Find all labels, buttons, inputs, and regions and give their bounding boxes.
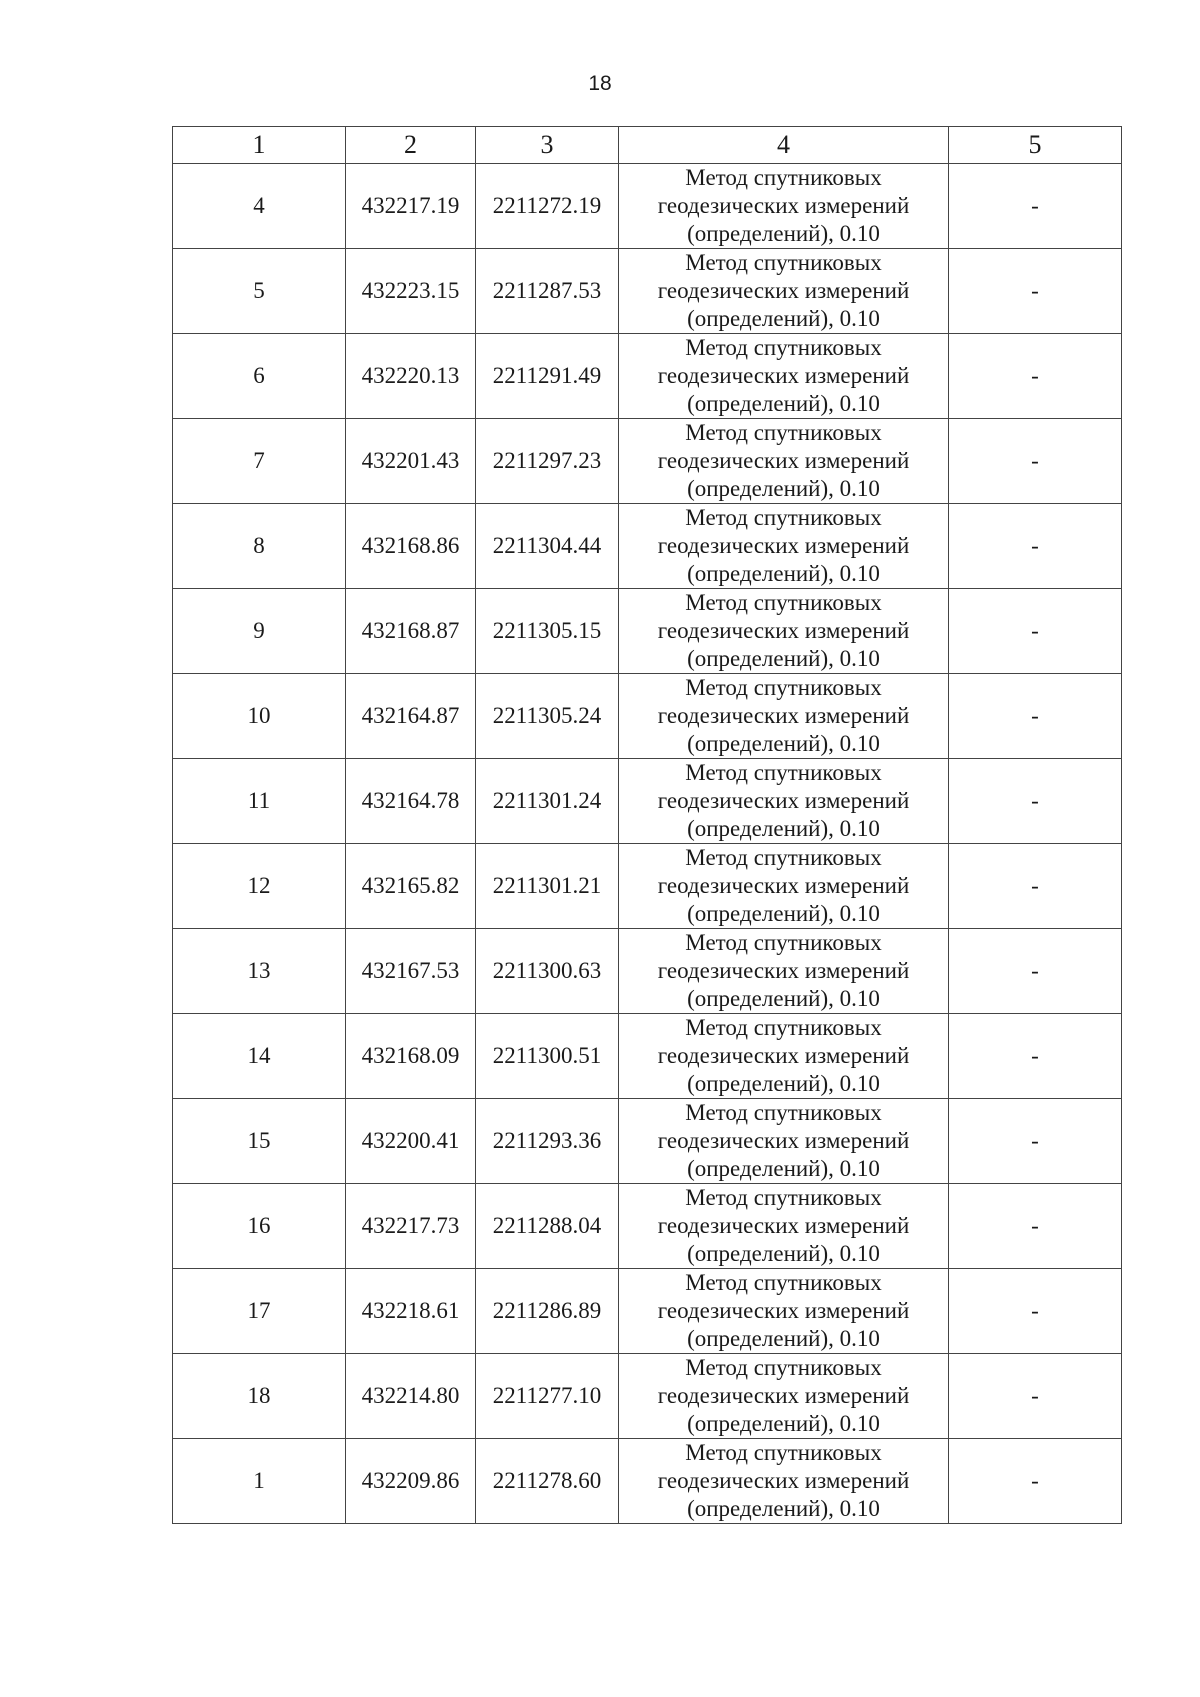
method-line: (определений), 0.10 (687, 476, 880, 501)
method-line: геодезических измерений (657, 533, 910, 558)
table-body (173, 127, 1122, 1524)
point-number-cell: 18 (173, 1354, 346, 1439)
method-line: Метод спутниковых (685, 420, 882, 445)
table-row (173, 419, 1122, 504)
method-cell (619, 504, 949, 589)
table-row (173, 1354, 1122, 1439)
table-row (173, 1014, 1122, 1099)
note-cell: - (949, 589, 1122, 674)
method-line: (определений), 0.10 (687, 901, 880, 926)
method-line: геодезических измерений (657, 1298, 910, 1323)
method-line: Метод спутниковых (685, 165, 882, 190)
method-cell (619, 164, 949, 249)
x-coordinate-cell: 432168.86 (346, 504, 476, 589)
point-number-cell: 1 (173, 1439, 346, 1524)
y-coordinate-cell: 2211305.15 (476, 589, 619, 674)
y-coordinate-cell: 2211286.89 (476, 1269, 619, 1354)
y-coordinate-cell: 2211287.53 (476, 249, 619, 334)
y-coordinate-cell: 2211301.24 (476, 759, 619, 844)
method-line: Метод спутниковых (685, 1100, 882, 1125)
x-coordinate-cell: 432217.19 (346, 164, 476, 249)
x-coordinate-cell: 432165.82 (346, 844, 476, 929)
y-coordinate-cell: 2211288.04 (476, 1184, 619, 1269)
y-coordinate-cell: 2211278.60 (476, 1439, 619, 1524)
method-line: Метод спутниковых (685, 845, 882, 870)
note-cell: - (949, 929, 1122, 1014)
method-cell (619, 249, 949, 334)
method-cell (619, 1184, 949, 1269)
method-line: Метод спутниковых (685, 1355, 882, 1380)
method-line: (определений), 0.10 (687, 731, 880, 756)
note-cell: - (949, 1014, 1122, 1099)
table-row (173, 1269, 1122, 1354)
table-row (173, 1099, 1122, 1184)
method-line: (определений), 0.10 (687, 1496, 880, 1521)
point-number-cell: 10 (173, 674, 346, 759)
note-cell: - (949, 1099, 1122, 1184)
method-cell (619, 929, 949, 1014)
column-header-3: 3 (476, 127, 619, 164)
method-line: Метод спутниковых (685, 1270, 882, 1295)
x-coordinate-cell: 432167.53 (346, 929, 476, 1014)
method-line: (определений), 0.10 (687, 221, 880, 246)
y-coordinate-cell: 2211305.24 (476, 674, 619, 759)
method-line: Метод спутниковых (685, 760, 882, 785)
note-cell: - (949, 674, 1122, 759)
x-coordinate-cell: 432164.78 (346, 759, 476, 844)
method-line: геодезических измерений (657, 703, 910, 728)
point-number-cell: 4 (173, 164, 346, 249)
table-row (173, 844, 1122, 929)
point-number-cell: 16 (173, 1184, 346, 1269)
method-line: (определений), 0.10 (687, 816, 880, 841)
table-header-row (173, 127, 1122, 164)
method-cell (619, 674, 949, 759)
y-coordinate-cell: 2211304.44 (476, 504, 619, 589)
column-header-2: 2 (346, 127, 476, 164)
method-cell (619, 1439, 949, 1524)
method-cell (619, 419, 949, 504)
method-line: (определений), 0.10 (687, 1411, 880, 1436)
y-coordinate-cell: 2211297.23 (476, 419, 619, 504)
x-coordinate-cell: 432168.09 (346, 1014, 476, 1099)
note-cell: - (949, 504, 1122, 589)
note-cell: - (949, 1184, 1122, 1269)
point-number-cell: 11 (173, 759, 346, 844)
note-cell: - (949, 164, 1122, 249)
table-row (173, 759, 1122, 844)
x-coordinate-cell: 432168.87 (346, 589, 476, 674)
method-line: геодезических измерений (657, 1383, 910, 1408)
page-number: 18 (588, 72, 612, 95)
method-line: Метод спутниковых (685, 250, 882, 275)
method-line: (определений), 0.10 (687, 1156, 880, 1181)
note-cell: - (949, 419, 1122, 504)
y-coordinate-cell: 2211293.36 (476, 1099, 619, 1184)
point-number-cell: 5 (173, 249, 346, 334)
note-cell: - (949, 1439, 1122, 1524)
table-row (173, 249, 1122, 334)
note-cell: - (949, 334, 1122, 419)
method-line: геодезических измерений (657, 278, 910, 303)
note-cell: - (949, 844, 1122, 929)
method-cell (619, 844, 949, 929)
point-number-cell: 8 (173, 504, 346, 589)
table-row (173, 1184, 1122, 1269)
method-cell (619, 589, 949, 674)
point-number-cell: 14 (173, 1014, 346, 1099)
method-line: Метод спутниковых (685, 1440, 882, 1465)
method-line: геодезических измерений (657, 1213, 910, 1238)
method-cell (619, 1269, 949, 1354)
method-cell (619, 334, 949, 419)
x-coordinate-cell: 432223.15 (346, 249, 476, 334)
note-cell: - (949, 759, 1122, 844)
method-line: (определений), 0.10 (687, 1326, 880, 1351)
method-line: геодезических измерений (657, 1468, 910, 1493)
method-line: геодезических измерений (657, 1128, 910, 1153)
table-row (173, 674, 1122, 759)
y-coordinate-cell: 2211301.21 (476, 844, 619, 929)
method-line: геодезических измерений (657, 1043, 910, 1068)
method-line: геодезических измерений (657, 788, 910, 813)
method-line: (определений), 0.10 (687, 561, 880, 586)
method-line: геодезических измерений (657, 873, 910, 898)
method-line: (определений), 0.10 (687, 391, 880, 416)
point-number-cell: 13 (173, 929, 346, 1014)
table-row (173, 164, 1122, 249)
x-coordinate-cell: 432209.86 (346, 1439, 476, 1524)
table-row (173, 589, 1122, 674)
point-number-cell: 7 (173, 419, 346, 504)
point-number-cell: 9 (173, 589, 346, 674)
point-number-cell: 6 (173, 334, 346, 419)
method-line: Метод спутниковых (685, 1185, 882, 1210)
table-row (173, 504, 1122, 589)
method-line: (определений), 0.10 (687, 986, 880, 1011)
method-line: Метод спутниковых (685, 505, 882, 530)
method-line: геодезических измерений (657, 363, 910, 388)
column-header-5: 5 (949, 127, 1122, 164)
y-coordinate-cell: 2211272.19 (476, 164, 619, 249)
point-number-cell: 17 (173, 1269, 346, 1354)
method-line: (определений), 0.10 (687, 1241, 880, 1266)
method-line: (определений), 0.10 (687, 1071, 880, 1096)
note-cell: - (949, 1354, 1122, 1439)
y-coordinate-cell: 2211277.10 (476, 1354, 619, 1439)
x-coordinate-cell: 432200.41 (346, 1099, 476, 1184)
point-number-cell: 12 (173, 844, 346, 929)
method-line: геодезических измерений (657, 448, 910, 473)
table-row (173, 1439, 1122, 1524)
method-line: Метод спутниковых (685, 335, 882, 360)
method-cell (619, 1014, 949, 1099)
y-coordinate-cell: 2211300.63 (476, 929, 619, 1014)
method-line: геодезических измерений (657, 618, 910, 643)
method-line: (определений), 0.10 (687, 646, 880, 671)
method-cell (619, 759, 949, 844)
x-coordinate-cell: 432217.73 (346, 1184, 476, 1269)
column-header-1: 1 (173, 127, 346, 164)
x-coordinate-cell: 432201.43 (346, 419, 476, 504)
method-line: Метод спутниковых (685, 1015, 882, 1040)
x-coordinate-cell: 432214.80 (346, 1354, 476, 1439)
table-row (173, 334, 1122, 419)
x-coordinate-cell: 432220.13 (346, 334, 476, 419)
table-row (173, 929, 1122, 1014)
x-coordinate-cell: 432164.87 (346, 674, 476, 759)
point-number-cell: 15 (173, 1099, 346, 1184)
y-coordinate-cell: 2211300.51 (476, 1014, 619, 1099)
method-line: геодезических измерений (657, 193, 910, 218)
note-cell: - (949, 249, 1122, 334)
method-line: (определений), 0.10 (687, 306, 880, 331)
column-header-4: 4 (619, 127, 949, 164)
note-cell: - (949, 1269, 1122, 1354)
method-line: геодезических измерений (657, 958, 910, 983)
method-line: Метод спутниковых (685, 930, 882, 955)
method-line: Метод спутниковых (685, 675, 882, 700)
coordinates-table (172, 126, 1122, 1524)
method-line: Метод спутниковых (685, 590, 882, 615)
y-coordinate-cell: 2211291.49 (476, 334, 619, 419)
method-cell (619, 1099, 949, 1184)
method-cell (619, 1354, 949, 1439)
x-coordinate-cell: 432218.61 (346, 1269, 476, 1354)
